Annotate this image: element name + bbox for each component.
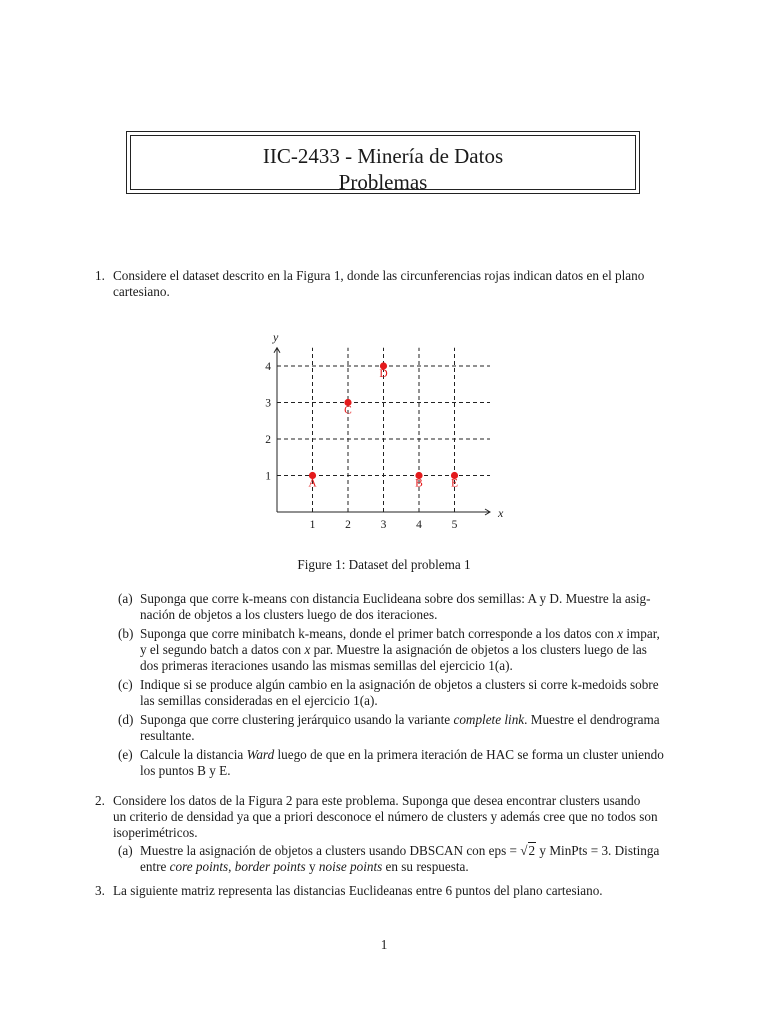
p1-item-c-label: (c) — [118, 677, 133, 692]
sqrt-symbol: √ — [520, 843, 528, 858]
p2-a-text-part: Muestre la asignación de objetos a clusters usando DBSCAN con eps = — [140, 843, 521, 858]
problem-2-text — [113, 793, 678, 841]
p1-item-e-text — [140, 747, 678, 779]
p1-item-d-label: (d) — [118, 712, 134, 727]
title-box-inner-border — [130, 135, 636, 194]
p1-item-a-label: (a) — [118, 591, 133, 606]
p1-item-a-line-2: nación de objetos a los clusters luego de dos iteraciones. — [140, 607, 438, 622]
p2-item-a-line-2 — [140, 859, 678, 875]
data-point-label-b: B — [415, 477, 423, 490]
p1-item-b-label: (b) — [118, 626, 134, 641]
p2-item-a-line-1 — [140, 843, 678, 859]
p1-item-d-line-2: resultante. — [140, 728, 195, 743]
x-tick-label: 5 — [451, 519, 458, 531]
p2-a-text-part: en su respuesta. — [382, 859, 469, 874]
y-tick-label: 1 — [265, 470, 271, 483]
x-tick-label: 2 — [345, 519, 351, 531]
y-tick-label: 4 — [265, 361, 271, 373]
data-point-label-c: C — [344, 404, 352, 417]
p1-item-b-line-1: Suponga que corre minibatch k-means, donde el primer batch corresponde a los datos con x impar, — [140, 626, 660, 641]
p1-item-c-line-1: Indique si se produce algún cambio en la asignación de objetos a clusters si corre k-medoids sobre — [140, 677, 659, 692]
p2-a-text-part: y — [305, 859, 319, 874]
problem-2-number: 2. — [95, 793, 105, 808]
term-border-points: border points — [234, 859, 306, 874]
p1-item-a-line-1: Suponga que corre k-means con distancia Euclideana sobre dos semillas: A y D. Muestre la asig- — [140, 591, 651, 606]
sqrt-radicand: 2 — [528, 843, 536, 858]
x-tick-label: 4 — [416, 519, 422, 531]
p1-item-d-line-1: Suponga que corre clustering jerárquico usando la variante complete link. Muestre el dendrograma — [140, 712, 660, 727]
problem-3-line-1: La siguiente matriz representa las distancias Euclideanas entre 6 puntos del plano cartesiano. — [113, 883, 603, 898]
p1-item-c-line-2: las semillas consideradas en el ejercicio 1(a). — [140, 693, 378, 708]
y-tick-label: 2 — [265, 434, 271, 446]
problem-2-line-1: Considere los datos de la Figura 2 para este problema. Suponga que desea encontrar clusters usando — [113, 793, 641, 808]
x-axis-label: x — [498, 506, 504, 520]
x-tick-label: 3 — [380, 519, 387, 531]
p1-item-e-label: (e) — [118, 747, 133, 762]
p1-item-a-text — [140, 591, 678, 623]
p1-item-c-text — [140, 677, 678, 709]
p1-item-e-line-2: los puntos B y E. — [140, 763, 231, 778]
document-title: IIC-2433 - Minería de Datos — [262, 144, 504, 168]
problem-3-number: 3. — [95, 883, 105, 898]
p1-item-b-text — [140, 626, 678, 674]
p2-a-text-part: , — [228, 859, 235, 874]
figure-1-caption: Figure 1: Dataset del problema 1 — [297, 557, 471, 572]
data-point-label-e: E — [450, 477, 459, 490]
title-box — [126, 131, 640, 194]
p1-item-b-line-3: dos primeras iteraciones usando las mismas semillas del ejercicio 1(a). — [140, 658, 513, 673]
p2-item-a-label: (a) — [118, 843, 133, 858]
problem-3-text — [113, 883, 678, 899]
problem-1-text — [113, 268, 678, 300]
data-point-label-a: A — [308, 477, 317, 490]
problem-1-line-1: Considere el dataset descrito en la Figura 1, donde las circunferencias rojas indican datos en el plano — [113, 268, 645, 283]
page-number: 1 — [380, 937, 388, 952]
problem-2-line-3: isoperimétricos. — [113, 825, 198, 840]
document-subtitle: Problemas — [338, 170, 428, 194]
p2-a-text-part: y MinPts = 3. Distinga — [536, 843, 660, 858]
data-point-label-d: D — [379, 368, 388, 380]
problem-2-line-2: un criterio de densidad ya que a priori desconoce el número de clusters y además cree que no todos son — [113, 809, 658, 824]
y-tick-label: 3 — [265, 397, 271, 410]
p1-item-e-line-1: Calcule la distancia Ward luego de que en la primera iteración de HAC se forma un cluster uniendo — [140, 747, 664, 762]
figure-1-scatter-chart — [0, 310, 768, 550]
problem-1-number: 1. — [95, 268, 105, 283]
x-tick-label: 1 — [309, 519, 316, 531]
p2-item-a-text — [140, 843, 678, 875]
term-core-points: core points — [169, 859, 229, 874]
sqrt-expression — [520, 843, 536, 859]
y-axis-label: y — [273, 329, 279, 344]
term-noise-points: noise points — [318, 859, 383, 874]
problem-1-line-2: cartesiano. — [113, 284, 170, 299]
p2-a-text-part: entre — [140, 859, 170, 874]
p1-item-d-text — [140, 712, 678, 744]
p1-item-b-line-2: y el segundo batch a datos con x par. Muestre la asignación de objetos a los clusters luego de las — [140, 642, 647, 657]
